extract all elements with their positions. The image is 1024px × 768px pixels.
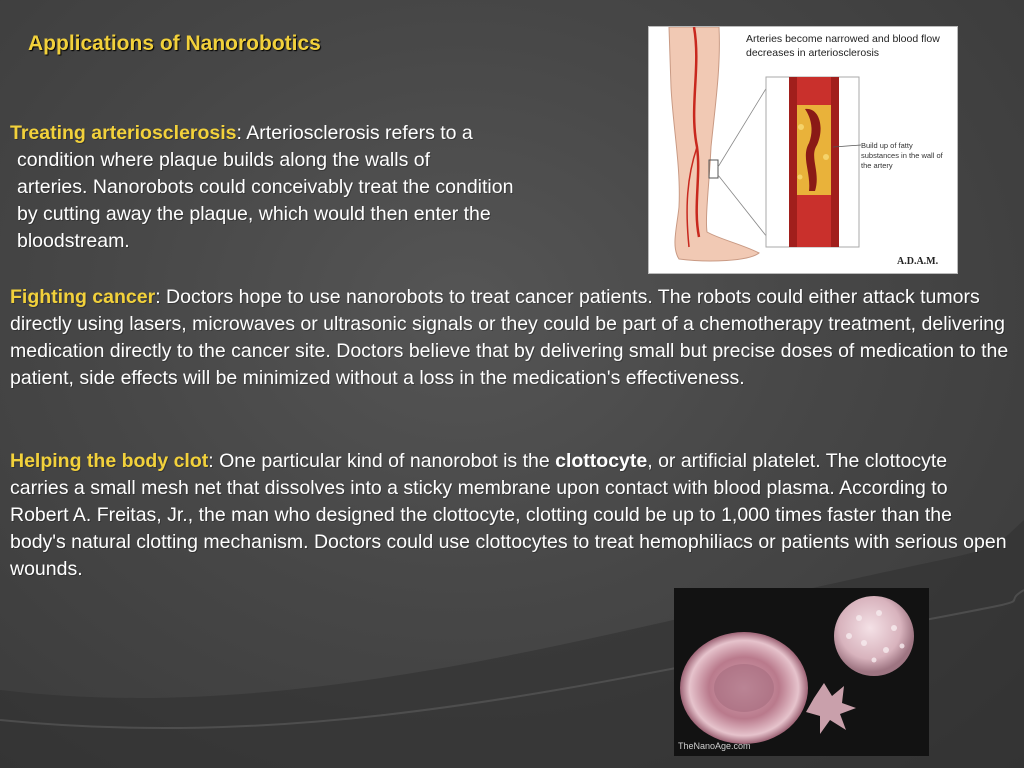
nanoage-watermark: TheNanoAge.com xyxy=(678,741,751,751)
section-line: arteries. Nanorobots could conceivably treat the condition xyxy=(17,176,514,198)
section-line: condition where plaque builds along the walls of xyxy=(17,149,431,171)
cells-drawing xyxy=(674,588,929,756)
adam-credit: A.D.A.M. xyxy=(897,256,939,267)
plaque-callout: Build up of fatty substances in the wall of the artery xyxy=(861,141,943,170)
section-line: by cutting away the plaque, which would then enter the xyxy=(17,203,491,225)
slide-title: Applications of Nanorobotics xyxy=(28,32,321,55)
section-heading: Fighting cancer xyxy=(10,286,156,308)
section-heading: Treating arteriosclerosis xyxy=(10,122,237,144)
section-line: Treating arteriosclerosis: Arteriosclerosis refers to a xyxy=(10,122,473,144)
artery-illustration xyxy=(648,26,958,274)
section-arteriosclerosis xyxy=(10,120,610,255)
blood-cells-micrograph xyxy=(674,588,929,756)
artery-caption: Arteries become narrowed and blood flow decreases in arteriosclerosis xyxy=(746,33,940,59)
section-cancer xyxy=(10,284,1010,392)
section-line: bloodstream. xyxy=(17,230,130,252)
clottocyte-term: clottocyte xyxy=(555,450,648,472)
section-heading: Helping the body clot xyxy=(10,450,209,472)
section-clotting: Helping the body clot: One particular kind of nanorobot is the clottocyte, or artificial platelet. The clottocyte carries a small mesh net that dissolves into a sticky membrane upon contact with blood plasma. According to Robert A. Freitas, Jr., the man who designed the clottocyte, clotting could be up to 1,000 times faster than the body's natural clotting mechanism. Doctors could use clottocytes to treat hemophiliacs or patients with serious open wounds. xyxy=(10,450,1007,580)
section-body: : Doctors hope to use nanorobots to treat cancer patients. The robots could either attack tumors directly using lasers, microwaves or ultrasonic signals or they could be part of a chemotherapy treatment, delivering medication directly to the cancer site. Doctors believe that by delivering small but precise doses of medication to the patient, side effects will be minimized without a loss in the medication's effectiveness. xyxy=(10,286,1009,389)
